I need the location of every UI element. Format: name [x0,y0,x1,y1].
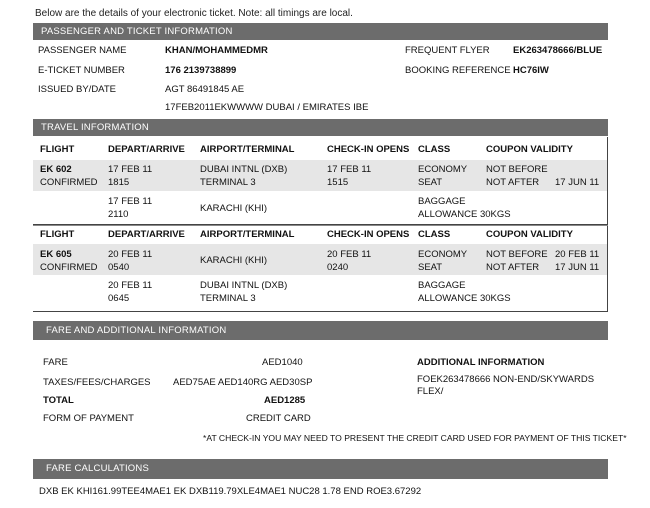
flight-1-not-after-label: NOT AFTER [486,177,540,188]
flight-2-baggage: BAGGAGE [418,280,466,291]
col-flight-header: FLIGHT [40,144,75,155]
taxes-label: TAXES/FEES/CHARGES [43,377,151,388]
flight-1-status: CONFIRMED [40,177,98,188]
flight-separator [33,225,608,226]
passenger-section-header: PASSENGER AND TICKET INFORMATION [33,23,608,40]
flight-1-dep-terminal: TERMINAL 3 [200,177,256,188]
flight-2-arr-date: 20 FEB 11 [108,280,153,291]
additional-info-label: ADDITIONAL INFORMATION [417,357,545,368]
col-checkin-header: CHECK-IN OPENS [327,144,410,155]
flight-2-class: ECONOMY [418,249,468,260]
form-of-payment-value: CREDIT CARD [246,413,311,424]
fare-label: FARE [43,357,68,368]
col-coupon-header-2: COUPON VALIDITY [486,229,573,240]
flight-2-dep-date: 20 FEB 11 [108,249,153,260]
issued-by-label: ISSUED BY/DATE [38,84,116,95]
flight-2-checkin-date: 20 FEB 11 [327,249,372,260]
flight-2-dep-airport: KARACHI (KHI) [200,255,268,266]
col-class-header-2: CLASS [418,229,451,240]
taxes-value: AED75AE AED140RG AED30SP [173,377,313,388]
flight-1-not-after-value: 17 JUN 11 [555,177,600,188]
frequent-flyer-value: EK263478666/BLUE [513,45,603,56]
flight-2-not-after-value: 17 JUN 11 [555,262,600,273]
flight-1-baggage: BAGGAGE [418,196,466,207]
flight-2-arr-airport: DUBAI INTNL (DXB) [200,280,288,291]
col-flight-header-2: FLIGHT [40,229,75,240]
issued-by-value-line2: 17FEB2011EKWWWW DUBAI / EMIRATES IBE [165,102,369,113]
credit-card-note: *AT CHECK-IN YOU MAY NEED TO PRESENT THE CREDIT CARD USED FOR PAYMENT OF THIS TICKET* [203,433,627,443]
eticket-number-label: E-TICKET NUMBER [38,65,125,76]
flight-1-dep-airport: DUBAI INTNL (DXB) [200,164,288,175]
col-coupon-header: COUPON VALIDITY [486,144,573,155]
flight-2-not-before-label: NOT BEFORE [486,249,548,260]
flight-2-seat: SEAT [418,262,443,273]
flight-2-number: EK 605 [40,249,72,260]
flight-1-class: ECONOMY [418,164,468,175]
flight-1-checkin-date: 17 FEB 11 [327,164,372,175]
booking-reference-label: BOOKING REFERENCE [405,65,511,76]
booking-reference-value: HC76IW [513,65,549,76]
col-checkin-header-2: CHECK-IN OPENS [327,229,410,240]
intro-note: Below are the details of your electronic ticket. Note: all timings are local. [35,8,353,19]
flight-1-arr-airport: KARACHI (KHI) [200,203,268,214]
flight-2-status: CONFIRMED [40,262,98,273]
fare-value: AED1040 [262,357,303,368]
passenger-name-value: KHAN/MOHAMMEDMR [165,45,268,56]
flight-2-not-after-label: NOT AFTER [486,262,540,273]
col-depart-arrive-header: DEPART/ARRIVE [108,144,185,155]
flight-1-dep-date: 17 FEB 11 [108,164,153,175]
total-value: AED1285 [264,395,306,406]
flight-2-not-before-value: 20 FEB 11 [555,249,600,260]
col-depart-arrive-header-2: DEPART/ARRIVE [108,229,185,240]
flight-1-checkin-time: 1515 [327,177,349,188]
col-airport-header: AIRPORT/TERMINAL [200,144,295,155]
flight-2-dep-time: 0540 [108,262,130,273]
eticket-number-value: 176 2139738899 [165,65,237,76]
flight-2-arr-terminal: TERMINAL 3 [200,293,256,304]
form-of-payment-label: FORM OF PAYMENT [43,413,134,424]
flight-2-arr-time: 0645 [108,293,130,304]
flight-1-not-before-label: NOT BEFORE [486,164,548,175]
travel-section-header: TRAVEL INFORMATION [33,119,608,136]
flight-1-number: EK 602 [40,164,72,175]
flight-2-checkin-time: 0240 [327,262,349,273]
fare-calc-value: DXB EK KHI161.99TEE4MAE1 EK DXB119.79XLE4MAE1 NUC28 1.78 END ROE3.67292 [39,486,422,497]
flight-1-arr-date: 17 FEB 11 [108,196,153,207]
flight-2-baggage-allowance: ALLOWANCE 30KGS [418,293,511,304]
flight-1-baggage-allowance: ALLOWANCE 30KGS [418,209,511,220]
issued-by-value-line1: AGT 86491845 AE [165,84,245,95]
flight-1-dep-time: 1815 [108,177,130,188]
fare-section-header: FARE AND ADDITIONAL INFORMATION [33,321,608,340]
col-class-header: CLASS [418,144,451,155]
passenger-name-label: PASSENGER NAME [38,45,127,56]
col-airport-header-2: AIRPORT/TERMINAL [200,229,295,240]
additional-info-line2: FLEX/ [417,386,444,397]
flight-1-seat: SEAT [418,177,443,188]
frequent-flyer-label: FREQUENT FLYER [405,45,490,56]
total-label: TOTAL [43,395,74,406]
fare-calc-section-header: FARE CALCULATIONS [33,459,608,479]
flight-1-arr-time: 2110 [108,209,129,220]
additional-info-line1: FOEK263478666 NON-END/SKYWARDS [417,374,595,385]
